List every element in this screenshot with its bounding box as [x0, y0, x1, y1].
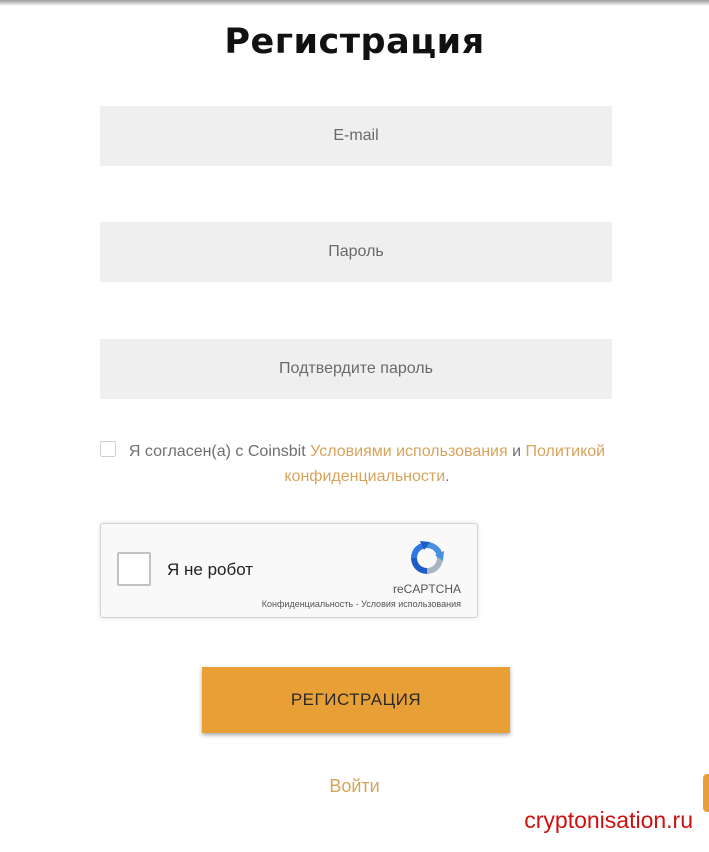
watermark: cryptonisation.ru: [524, 807, 693, 833]
recaptcha-privacy-link[interactable]: Конфиденциальность: [261, 599, 354, 609]
recaptcha-terms-link[interactable]: Условия использования: [361, 599, 461, 609]
recaptcha-links-separator: -: [353, 599, 362, 609]
privacy-policy-link[interactable]: Политикой конфиденциальности: [284, 443, 606, 485]
terms-link[interactable]: Условиями использования: [310, 443, 508, 460]
confirm-password-input[interactable]: [100, 339, 612, 399]
agreement-text: [122, 439, 612, 489]
recaptcha-checkbox[interactable]: [117, 552, 151, 586]
recaptcha-widget: [100, 523, 478, 618]
email-input[interactable]: [100, 106, 612, 166]
login-link[interactable]: Войти: [329, 776, 380, 796]
agreement-conjunction: и: [507, 443, 526, 460]
page-title: Регистрация: [224, 22, 485, 62]
recaptcha-label: Я не робот: [167, 560, 254, 579]
recaptcha-links: [262, 599, 461, 609]
agreement-prefix: Я согласен(а) с Coinsbit: [128, 443, 311, 460]
agreement-suffix: .: [445, 468, 450, 485]
recaptcha-brand: reCAPTCHA: [392, 582, 461, 596]
password-input[interactable]: [100, 222, 612, 282]
recaptcha-logo-icon: [407, 538, 447, 578]
agreement-checkbox[interactable]: [100, 441, 116, 457]
side-tab[interactable]: [703, 774, 709, 812]
register-button[interactable]: РЕГИСТРАЦИЯ: [202, 667, 510, 733]
top-shadow: [0, 0, 709, 6]
